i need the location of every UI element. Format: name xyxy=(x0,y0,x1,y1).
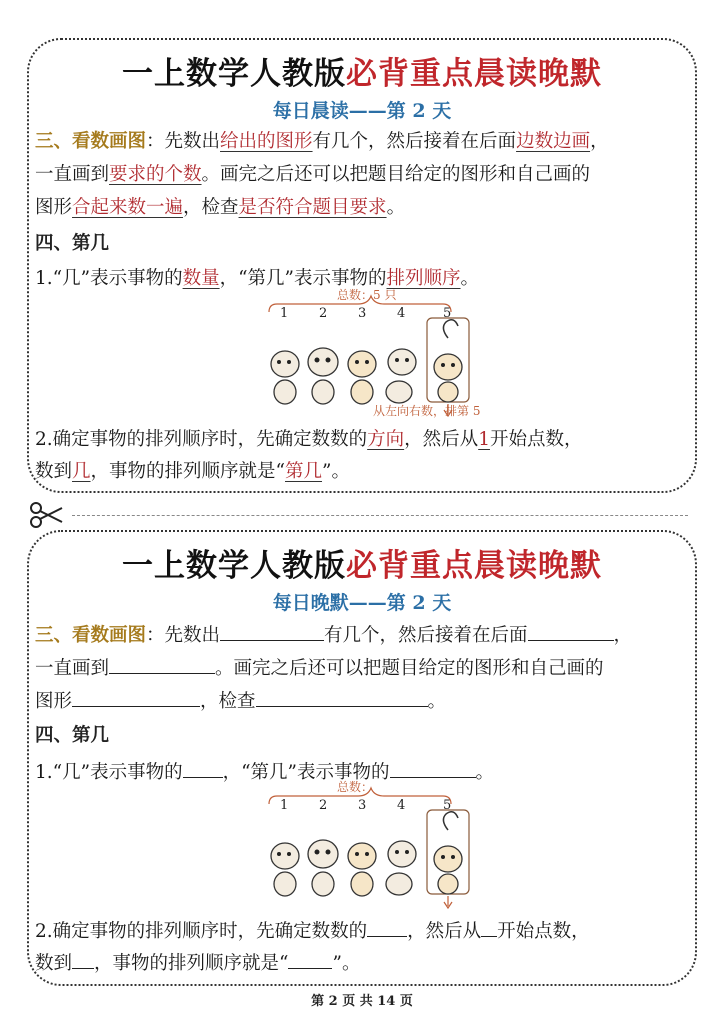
s4-line-3: 数到 ，事物的排列顺序就是“ ”。 xyxy=(35,950,360,976)
cut-line xyxy=(28,500,688,530)
monkey-5 xyxy=(434,812,462,894)
monkeys-figure xyxy=(263,780,493,904)
position-number: 3 xyxy=(358,306,367,321)
counting-direction-note: 从左向右数，排第 5 xyxy=(373,404,481,418)
monkey-2 xyxy=(308,348,338,404)
card-title: 一上数学人教版必背重点晨读晚默 xyxy=(122,548,602,584)
s4-line-2: 2.确定事物的排列顺序时，先确定数数的方向，然后从1开始点数， xyxy=(35,429,583,450)
monkey-2 xyxy=(308,840,338,896)
monkey-5 xyxy=(434,320,462,402)
total-count-label: 总数：5 只 xyxy=(337,288,397,302)
s4-line-2: 2.确定事物的排列顺序时，先确定数数的 ，然后从 开始点数， xyxy=(35,918,590,944)
section-3-label: 三、看数画图 xyxy=(35,131,147,152)
fill-blank[interactable] xyxy=(183,759,223,778)
s3-line-2: 一直画到要求的个数。画完之后还可以把题目给定的图形和自己画的 xyxy=(35,164,591,185)
s4-line-1: 1.“几”表示事物的 ，“第几”表示事物的 。 xyxy=(35,759,494,785)
fill-blank[interactable] xyxy=(220,622,324,641)
fill-blank[interactable] xyxy=(367,918,407,937)
monkey-3 xyxy=(348,351,376,404)
card-subtitle: 每日晨读——第 2 天 xyxy=(272,100,452,122)
card-title: 一上数学人教版必背重点晨读晚默 xyxy=(122,56,602,92)
position-number: 1 xyxy=(280,306,289,321)
s4-line-3: 数到几，事物的排列顺序就是“第几”。 xyxy=(35,461,350,482)
monkeys-illustration xyxy=(263,784,493,914)
scissors-icon xyxy=(28,500,64,530)
position-number: 2 xyxy=(319,306,328,321)
fill-blank[interactable] xyxy=(390,759,476,778)
card-subtitle: 每日晚默——第 2 天 xyxy=(272,592,452,614)
monkey-1 xyxy=(271,843,299,896)
monkey-1 xyxy=(271,351,299,404)
s3-line-2: 一直画到 。画完之后还可以把题目给定的图形和自己画的 xyxy=(35,655,604,681)
position-number: 4 xyxy=(397,306,406,321)
section-4-heading: 四、第几 xyxy=(35,233,110,254)
position-number: 5 xyxy=(443,306,452,321)
position-number: 4 xyxy=(397,798,406,813)
dashed-divider xyxy=(72,515,688,516)
monkey-3 xyxy=(348,843,376,896)
position-number: 5 xyxy=(443,798,452,813)
s4-line-1: 1.“几”表示事物的数量，“第几”表示事物的排列顺序。 xyxy=(35,268,480,289)
position-number: 1 xyxy=(280,798,289,813)
fill-blank[interactable] xyxy=(72,950,94,969)
fill-blank[interactable] xyxy=(72,688,200,707)
s3-line-1: 三、看数画图：先数出 有几个，然后接着在后面 ， xyxy=(35,622,632,648)
total-count-label: 总数： xyxy=(337,780,374,794)
s3-line-1: 三、看数画图：先数出给出的图形有几个，然后接着在后面边数边画， xyxy=(35,131,609,152)
fill-blank[interactable] xyxy=(109,655,215,674)
position-number: 2 xyxy=(319,798,328,813)
s3-line-3: 图形 ，检查 。 xyxy=(35,688,446,714)
morning-reading-card xyxy=(27,38,697,493)
fill-blank[interactable] xyxy=(288,950,332,969)
section-4-heading: 四、第几 xyxy=(35,725,110,746)
page-number: 第 2 页 共 14 页 xyxy=(311,994,413,1009)
fill-blank[interactable] xyxy=(256,688,428,707)
fill-blank[interactable] xyxy=(528,622,614,641)
s3-line-3: 图形合起来数一遍，检查是否符合题目要求。 xyxy=(35,197,406,218)
fill-blank[interactable] xyxy=(481,918,497,937)
monkey-4 xyxy=(386,841,416,895)
monkeys-figure xyxy=(263,288,493,418)
evening-dictation-card xyxy=(27,530,697,986)
position-number: 3 xyxy=(358,798,367,813)
monkey-4 xyxy=(386,349,416,403)
section-3-label: 三、看数画图 xyxy=(35,625,147,646)
